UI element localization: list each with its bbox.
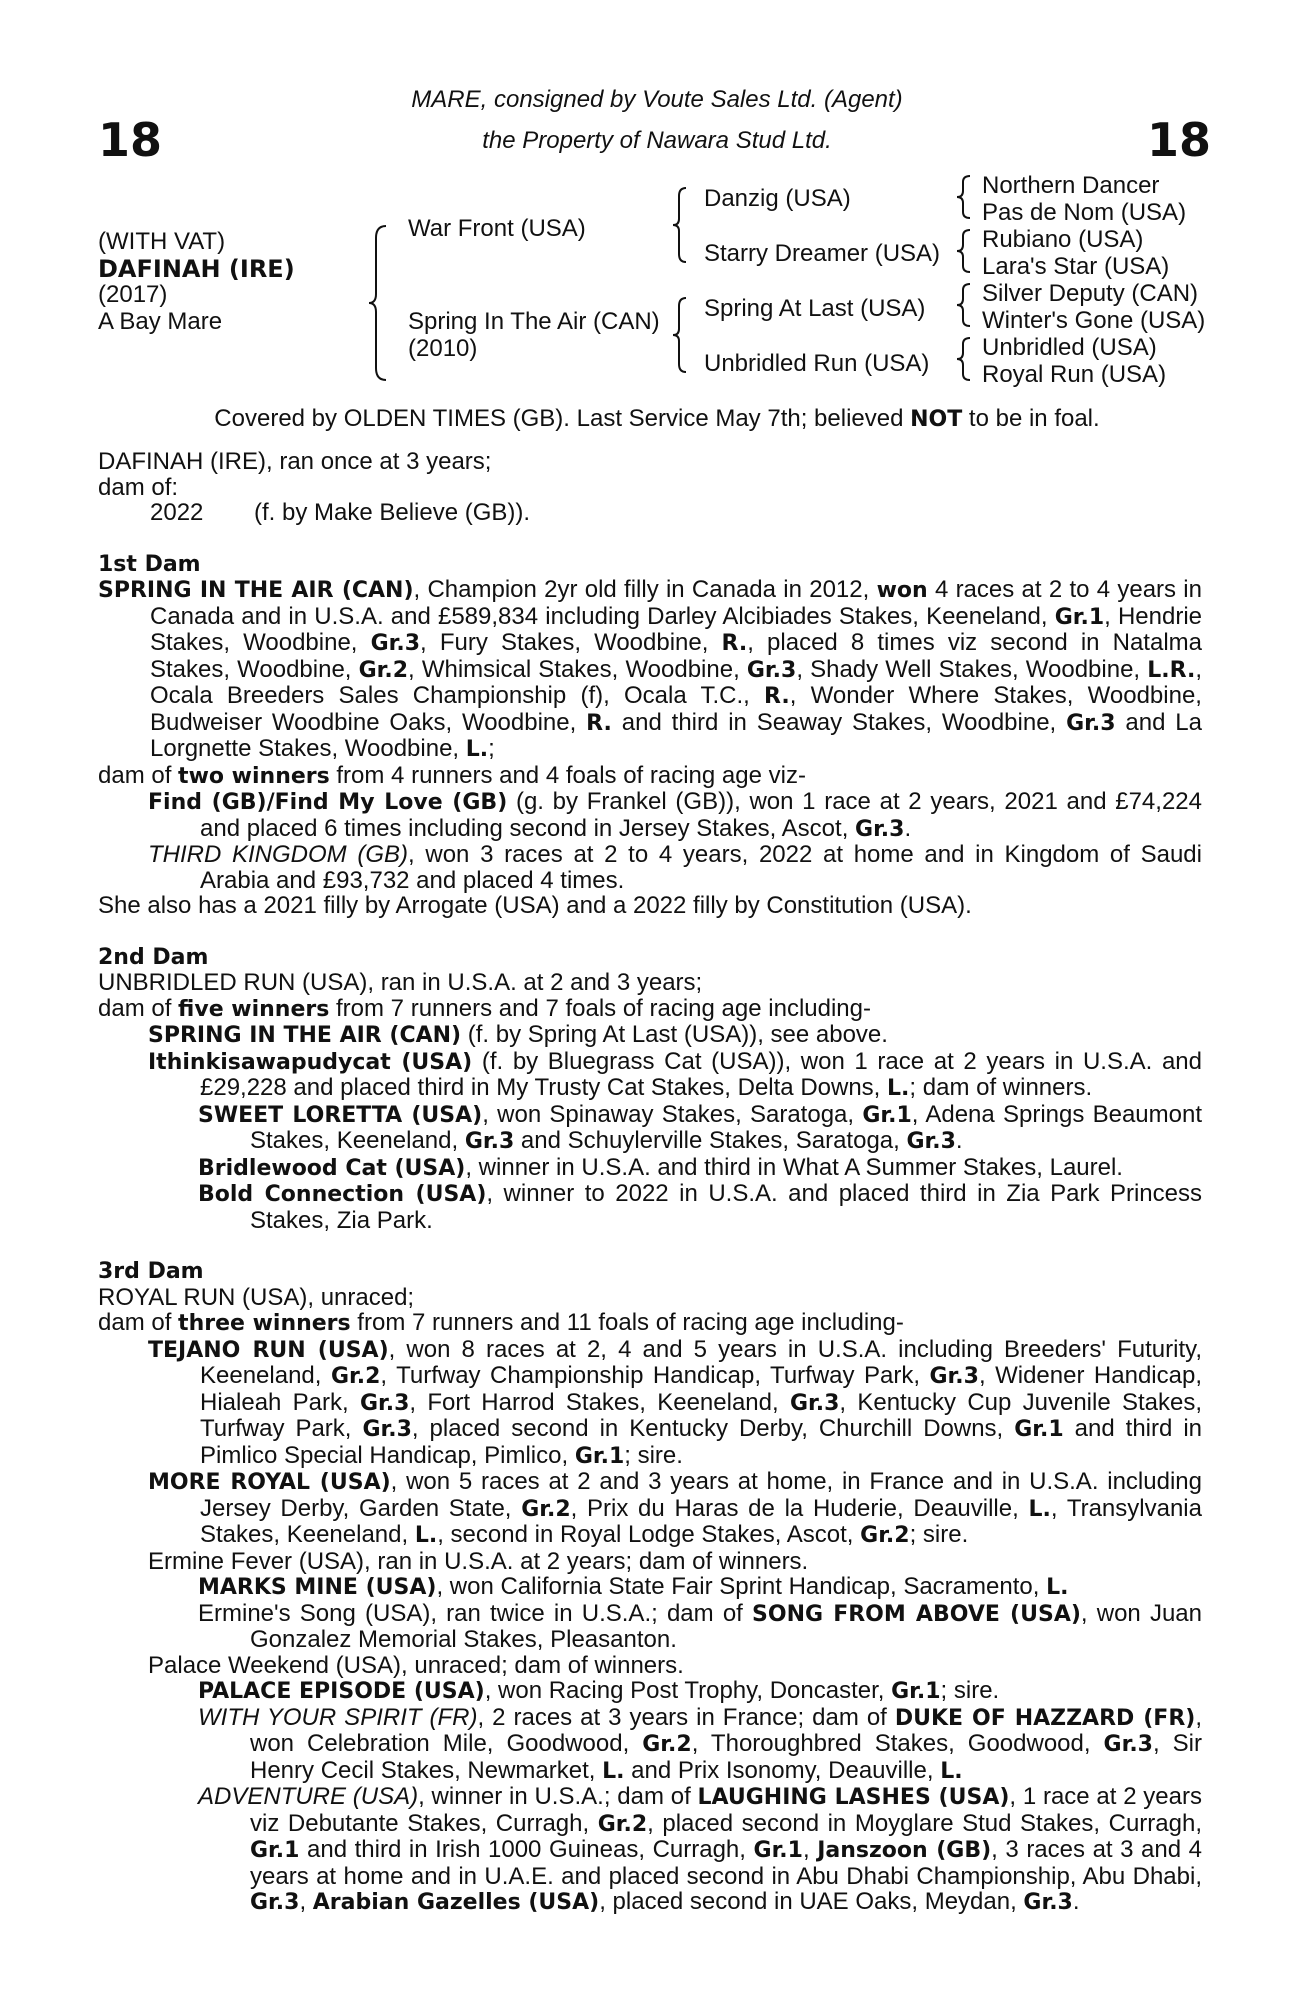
- pedigree-bracket-dam: [672, 296, 688, 374]
- pedigree-sire-sire: Danzig (USA): [704, 185, 851, 212]
- pedigree-sire-dam: Starry Dreamer (USA): [704, 240, 941, 267]
- pedigree-ggp: Northern Dancer: [982, 172, 1160, 199]
- second-dam-produce-summary: dam of five winners from 7 runners and 7 foals of racing age including-: [98, 994, 871, 1022]
- third-dam-grandoffspring: ADVENTURE (USA), winner in U.S.A.; dam of LAUGHING LASHES (USA), 1 race at 2 years viz Debutante Stakes, Curragh, Gr.2, placed second in Moyglare Stud Stakes, Curragh, Gr.1 and third in Irish 1000 Guineas, Curragh, Gr.1, Janszoon (GB), 3 races at 3 and 4 years at home and in U.A.E. and placed second in Abu Dhabi Championship, Abu Dhabi, Gr.3, Arabian Gazelles (USA), placed second in UAE Oaks, Meydan, Gr.3.: [198, 1783, 1203, 1915]
- pedigree-ggp: Winter's Gone (USA): [982, 307, 1206, 334]
- pedigree-ggp: Unbridled (USA): [982, 334, 1157, 361]
- pedigree-ggp: Pas de Nom (USA): [982, 199, 1187, 226]
- pedigree-ggp: Rubiano (USA): [982, 226, 1144, 253]
- third-dam-grandoffspring: MARKS MINE (USA), won California State Fair Sprint Handicap, Sacramento, L.: [198, 1573, 1069, 1600]
- third-dam-produce-summary: dam of three winners from 7 runners and 11 foals of racing age including-: [98, 1309, 904, 1336]
- consignor-line: MARE, consigned by Voute Sales Ltd. (Agent): [411, 86, 903, 113]
- lot-number-left: 18: [98, 113, 163, 167]
- produce-line: DAFINAH (IRE), ran once at 3 years;: [98, 448, 492, 475]
- third-dam-grandoffspring: WITH YOUR SPIRIT (FR), 2 races at 3 years in France; dam of DUKE OF HAZZARD (FR), won Celebration Mile, Goodwood, Gr.2, Thoroughbred Stakes, Goodwood, Gr.3, Sir Henry Cecil Stakes, Newmarket, L. and Prix Isonomy, Deauville, L.: [198, 1703, 1203, 1784]
- third-dam-offspring: Ermine Fever (USA), ran in U.S.A. at 2 years; dam of winners.: [148, 1547, 809, 1575]
- first-dam-produce-summary: dam of two winners from 4 runners and 4 foals of racing age viz-: [98, 761, 806, 789]
- covering-note: Covered by OLDEN TIMES (GB). Last Service May 7th; believed NOT to be in foal.: [214, 405, 1100, 432]
- pedigree-bracket-sd: [956, 228, 972, 274]
- third-dam-grandoffspring: PALACE EPISODE (USA), won Racing Post Trophy, Doncaster, Gr.1; sire.: [198, 1677, 1000, 1704]
- pedigree-dam-dam: Unbridled Run (USA): [704, 350, 930, 377]
- second-dam-grandoffspring: Bridlewood Cat (USA), winner in U.S.A. and third in What A Summer Stakes, Laurel.: [198, 1153, 1123, 1181]
- vat-label: (WITH VAT): [98, 228, 226, 255]
- pedigree-sire: War Front (USA): [408, 215, 586, 242]
- second-dam-offspring: SPRING IN THE AIR (CAN) (f. by Spring At Last (USA)), see above.: [148, 1021, 888, 1048]
- horse-year: (2017): [98, 281, 168, 308]
- first-dam-offspring: THIRD KINGDOM (GB), won 3 races at 2 to 4 years, 2022 at home and in Kingdom of Saudi Arabia and £93,732 and placed 4 times.: [148, 841, 1202, 894]
- pedigree-dam-sire: Spring At Last (USA): [704, 295, 926, 322]
- lot-number-right: 18: [1147, 113, 1212, 167]
- produce-damof: dam of:: [98, 473, 179, 501]
- pedigree-bracket-main: [368, 224, 388, 382]
- third-dam-offspring: MORE ROYAL (USA), won 5 races at 2 and 3 years at home, in France and in U.S.A. including Jersey Derby, Garden State, Gr.2, Prix du Haras de la Huderie, Deauville, L., Transylvania Stakes, Keeneland, L., second in Royal Lodge Stakes, Ascot, Gr.2; sire.: [148, 1468, 1202, 1548]
- second-dam-heading: 2nd Dam: [98, 944, 209, 970]
- pedigree-dam: Spring In The Air (CAN): [408, 308, 660, 335]
- second-dam-record: UNBRIDLED RUN (USA), ran in U.S.A. at 2 and 3 years;: [98, 969, 703, 996]
- third-dam-record: ROYAL RUN (USA), unraced;: [98, 1283, 415, 1311]
- pedigree-bracket-sire: [672, 186, 688, 264]
- first-dam-record: SPRING IN THE AIR (CAN), Champion 2yr old filly in Canada in 2012, won 4 races at 2 to 4 years in Canada and in U.S.A. and £589,834 including Darley Alcibiades Stakes, Keeneland, Gr.1, Hendrie Stakes, Woodbine, Gr.3, Fury Stakes, Woodbine, R., placed 8 times viz second in Natalma Stakes, Woodbine, Gr.2, Whimsical Stakes, Woodbine, Gr.3, Shady Well Stakes, Woodbine, L.R., Ocala Breeders Sales Championship (f), Ocala T.C., R., Wonder Where Stakes, Woodbine, Budweiser Woodbine Oaks, Woodbine, R. and third in Seaway Stakes, Woodbine, Gr.3 and La Lorgnette Stakes, Woodbine, L.;: [98, 576, 1203, 762]
- third-dam-offspring: TEJANO RUN (USA), won 8 races at 2, 4 and 5 years in U.S.A. including Breeders' Futurity, Keeneland, Gr.2, Turfway Championship Handicap, Turfway Park, Gr.3, Widener Handicap, Hialeah Park, Gr.3, Fort Harrod Stakes, Keeneland, Gr.3, Kentucky Cup Juvenile Stakes, Turfway Park, Gr.3, placed second in Kentucky Derby, Churchill Downs, Gr.1 and third in Pimlico Special Handicap, Pimlico, Gr.1; sire.: [148, 1335, 1203, 1469]
- catalogue-text: [98, 449, 1202, 1916]
- third-dam-grandoffspring: Ermine's Song (USA), ran twice in U.S.A.; dam of SONG FROM ABOVE (USA), won Juan Gonzalez Memorial Stakes, Pleasanton.: [198, 1599, 1202, 1653]
- pedigree-ggp: Lara's Star (USA): [982, 253, 1170, 280]
- property-line: the Property of Nawara Stud Ltd.: [482, 127, 832, 154]
- first-dam-heading: 1st Dam: [98, 551, 201, 577]
- third-dam-offspring: Palace Weekend (USA), unraced; dam of winners.: [148, 1651, 684, 1679]
- horse-description: A Bay Mare: [98, 308, 223, 335]
- first-dam-also: She also has a 2021 filly by Arrogate (USA) and a 2022 filly by Constitution (USA).: [98, 892, 972, 919]
- third-dam-heading: 3rd Dam: [98, 1259, 204, 1284]
- pedigree-ggp: Royal Run (USA): [982, 361, 1167, 388]
- second-dam-grandoffspring: SWEET LORETTA (USA), won Spinaway Stakes, Saratoga, Gr.1, Adena Springs Beaumont Stakes, Keeneland, Gr.3 and Schuylerville Stakes, Saratoga, Gr.3.: [198, 1100, 1202, 1154]
- pedigree-bracket-ds: [956, 282, 972, 328]
- horse-name: DAFINAH (IRE): [98, 255, 295, 283]
- first-dam-offspring: Find (GB)/Find My Love (GB) (g. by Frankel (GB)), won 1 race at 2 years, 2021 and £74,224 and placed 6 times including second in Jersey Stakes, Ascot, Gr.3.: [148, 788, 1202, 842]
- pedigree-bracket-ss: [956, 174, 972, 220]
- pedigree-dam-year: (2010): [408, 335, 478, 362]
- second-dam-grandoffspring: Bold Connection (USA), winner to 2022 in U.S.A. and placed third in Zia Park Princess Stakes, Zia Park.: [198, 1180, 1202, 1234]
- produce-record: 2022 (f. by Make Believe (GB)).: [150, 499, 531, 526]
- pedigree-bracket-dd: [956, 336, 972, 382]
- pedigree-ggp: Silver Deputy (CAN): [982, 280, 1199, 307]
- second-dam-offspring: Ithinkisawapudycat (USA) (f. by Bluegrass Cat (USA)), won 1 race at 2 years in U.S.A. and £29,228 and placed third in My Trusty Cat Stakes, Delta Downs, L.; dam of winners.: [148, 1047, 1203, 1101]
